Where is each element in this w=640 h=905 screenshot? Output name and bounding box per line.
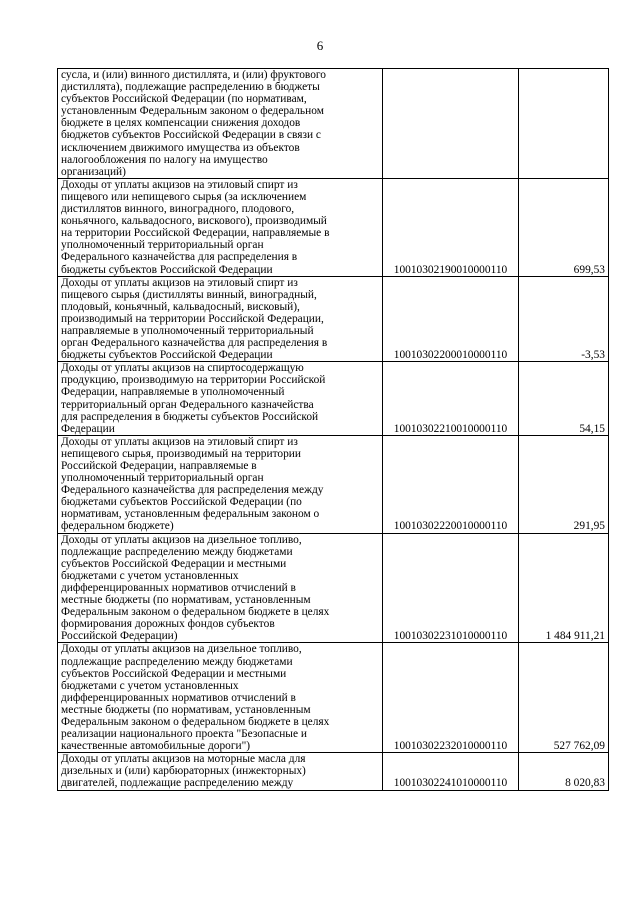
description-line: Доходы от уплаты акцизов на спиртосодержащую	[61, 362, 304, 375]
description-line: уполномоченный территориальный орган	[61, 239, 264, 252]
description-line: Федеральным законом о федеральном бюджете в целях	[61, 606, 330, 619]
amount-cell: 527 762,09	[519, 643, 609, 753]
description-line: на территории Российской Федерации, направляемые в	[61, 227, 330, 240]
description-line: бюджете в целях компенсации снижения доходов	[61, 117, 301, 130]
revenue-description-cell	[58, 362, 383, 436]
description-line: установленным Федеральным законом о федеральном	[61, 105, 324, 118]
table-row	[58, 178, 609, 276]
revenue-table-body	[58, 69, 609, 791]
description-line: дистиллята), подлежащие распределению в бюджеты	[61, 81, 320, 94]
description-line: бюджеты субъектов Российской Федерации	[61, 349, 273, 362]
amount-cell: 291,95	[519, 435, 609, 533]
description-line: коньячного, кальвадосного, вискового), производимый	[61, 215, 327, 228]
table-row	[58, 276, 609, 362]
description-line: дистиллятов винного, виноградного, плодового,	[61, 203, 295, 216]
description-line: сусла, и (или) винного дистиллята, и (или) фруктового	[61, 69, 326, 81]
classification-code-cell: 10010302241010000110	[383, 753, 519, 790]
classification-code-cell: 10010302220010000110	[383, 435, 519, 533]
description-line: Доходы от уплаты акцизов на дизельное топливо,	[61, 643, 302, 656]
description-line: местные бюджеты (по нормативам, установленным	[61, 703, 311, 716]
table-row	[58, 362, 609, 436]
amount-cell: 699,53	[519, 178, 609, 276]
description-line: Доходы от уплаты акцизов на этиловый спирт из	[61, 435, 298, 448]
description-line: Федерации	[61, 422, 115, 435]
table-row	[58, 69, 609, 179]
description-line: направляемые в уполномоченный территориальный	[61, 324, 314, 337]
description-line: производимый на территории Российской Федерации,	[61, 312, 324, 325]
description-line: Федерального казначейства для распределения между	[61, 484, 324, 497]
description-line: дифференцированных нормативов отчислений в	[61, 691, 296, 704]
description-line: двигателей, подлежащие распределению между	[61, 777, 294, 790]
description-line: для распределения в бюджеты субъектов Российской	[61, 410, 319, 423]
table-row	[58, 533, 609, 643]
description-line: дифференцированных нормативов отчислений в	[61, 581, 296, 594]
description-line: Российской Федерации)	[61, 630, 178, 643]
classification-code-cell: 10010302190010000110	[383, 178, 519, 276]
description-line: субъектов Российской Федерации и местными	[61, 557, 287, 570]
table-row	[58, 643, 609, 753]
description-line: дизельных и (или) карбюраторных (инжекторных)	[61, 765, 306, 778]
description-line: субъектов Российской Федерации (по нормативам,	[61, 93, 307, 106]
description-line: уполномоченный территориальный орган	[61, 472, 264, 485]
description-line: федеральном бюджете)	[61, 520, 174, 533]
amount-cell: 1 484 911,21	[519, 533, 609, 643]
revenue-description-cell	[58, 178, 383, 276]
description-line: Доходы от уплаты акцизов на дизельное топливо,	[61, 533, 302, 546]
revenue-description-cell	[58, 69, 383, 179]
revenue-description-cell	[58, 643, 383, 753]
description-line: бюджеты субъектов Российской Федерации	[61, 263, 273, 276]
amount-cell: 54,15	[519, 362, 609, 436]
description-line: исключением движимого имущества из объектов	[61, 141, 300, 154]
description-line: Доходы от уплаты акцизов на этиловый спирт из	[61, 276, 298, 289]
amount-cell: 8 020,83	[519, 753, 609, 790]
description-line: бюджетами с учетом установленных	[61, 569, 239, 582]
amount-cell	[519, 69, 609, 179]
description-line: местные бюджеты (по нормативам, установленным	[61, 594, 311, 607]
revenue-table	[57, 68, 609, 791]
description-line: субъектов Российской Федерации и местными	[61, 667, 287, 680]
description-line: территориальный орган Федерального казначейства	[61, 398, 314, 411]
classification-code-cell	[383, 69, 519, 179]
description-line: подлежащие распределению между бюджетами	[61, 545, 293, 558]
description-line: налогообложения по налогу на имущество	[61, 153, 268, 166]
description-line: орган Федерального казначейства для распределения в	[61, 337, 328, 350]
classification-code-cell: 10010302232010000110	[383, 643, 519, 753]
classification-code-cell: 10010302231010000110	[383, 533, 519, 643]
description-line: Федеральным законом о федеральном бюджете в целях	[61, 715, 330, 728]
revenue-description-cell	[58, 533, 383, 643]
description-line: бюджетов субъектов Российской Федерации в связи с	[61, 129, 321, 142]
table-row	[58, 753, 609, 790]
description-line: реализации национального проекта "Безопасные и	[61, 728, 307, 741]
amount-cell: -3,53	[519, 276, 609, 362]
classification-code-cell: 10010302200010000110	[383, 276, 519, 362]
classification-code-cell: 10010302210010000110	[383, 362, 519, 436]
description-line: бюджетами с учетом установленных	[61, 679, 239, 692]
description-line: непищевого сырья, производимый на территории	[61, 447, 302, 460]
page-bottom-margin	[0, 832, 640, 905]
description-line: нормативам, установленным федеральным законом о	[61, 508, 320, 521]
description-line: пищевого или непищевого сырья (за исключением	[61, 190, 307, 203]
page-number: 6	[316, 38, 324, 53]
description-line: Федерального казначейства для распределения в	[61, 251, 298, 264]
revenue-description-cell	[58, 753, 383, 790]
description-line: Доходы от уплаты акцизов на этиловый спирт из	[61, 178, 298, 191]
description-line: продукцию, производимую на территории Российской	[61, 374, 326, 387]
description-line: бюджетами субъектов Российской Федерации (по	[61, 496, 302, 509]
description-line: формирования дорожных фондов субъектов	[61, 618, 275, 631]
description-line: подлежащие распределению между бюджетами	[61, 655, 293, 668]
description-line: организаций)	[61, 165, 126, 178]
revenue-description-cell	[58, 435, 383, 533]
description-line: Федерации, направляемые в уполномоченный	[61, 386, 285, 399]
description-line: Российской Федерации, направляемые в	[61, 460, 257, 472]
table-row	[58, 435, 609, 533]
description-line: плодовый, коньячный, кальвадосный, висковый),	[61, 300, 300, 313]
description-line: качественные автомобильные дороги")	[61, 740, 251, 753]
description-line: пищевого сырья (дистилляты винный, виноградный,	[61, 288, 317, 301]
description-line: Доходы от уплаты акцизов на моторные масла для	[61, 753, 306, 766]
revenue-description-cell	[58, 276, 383, 362]
